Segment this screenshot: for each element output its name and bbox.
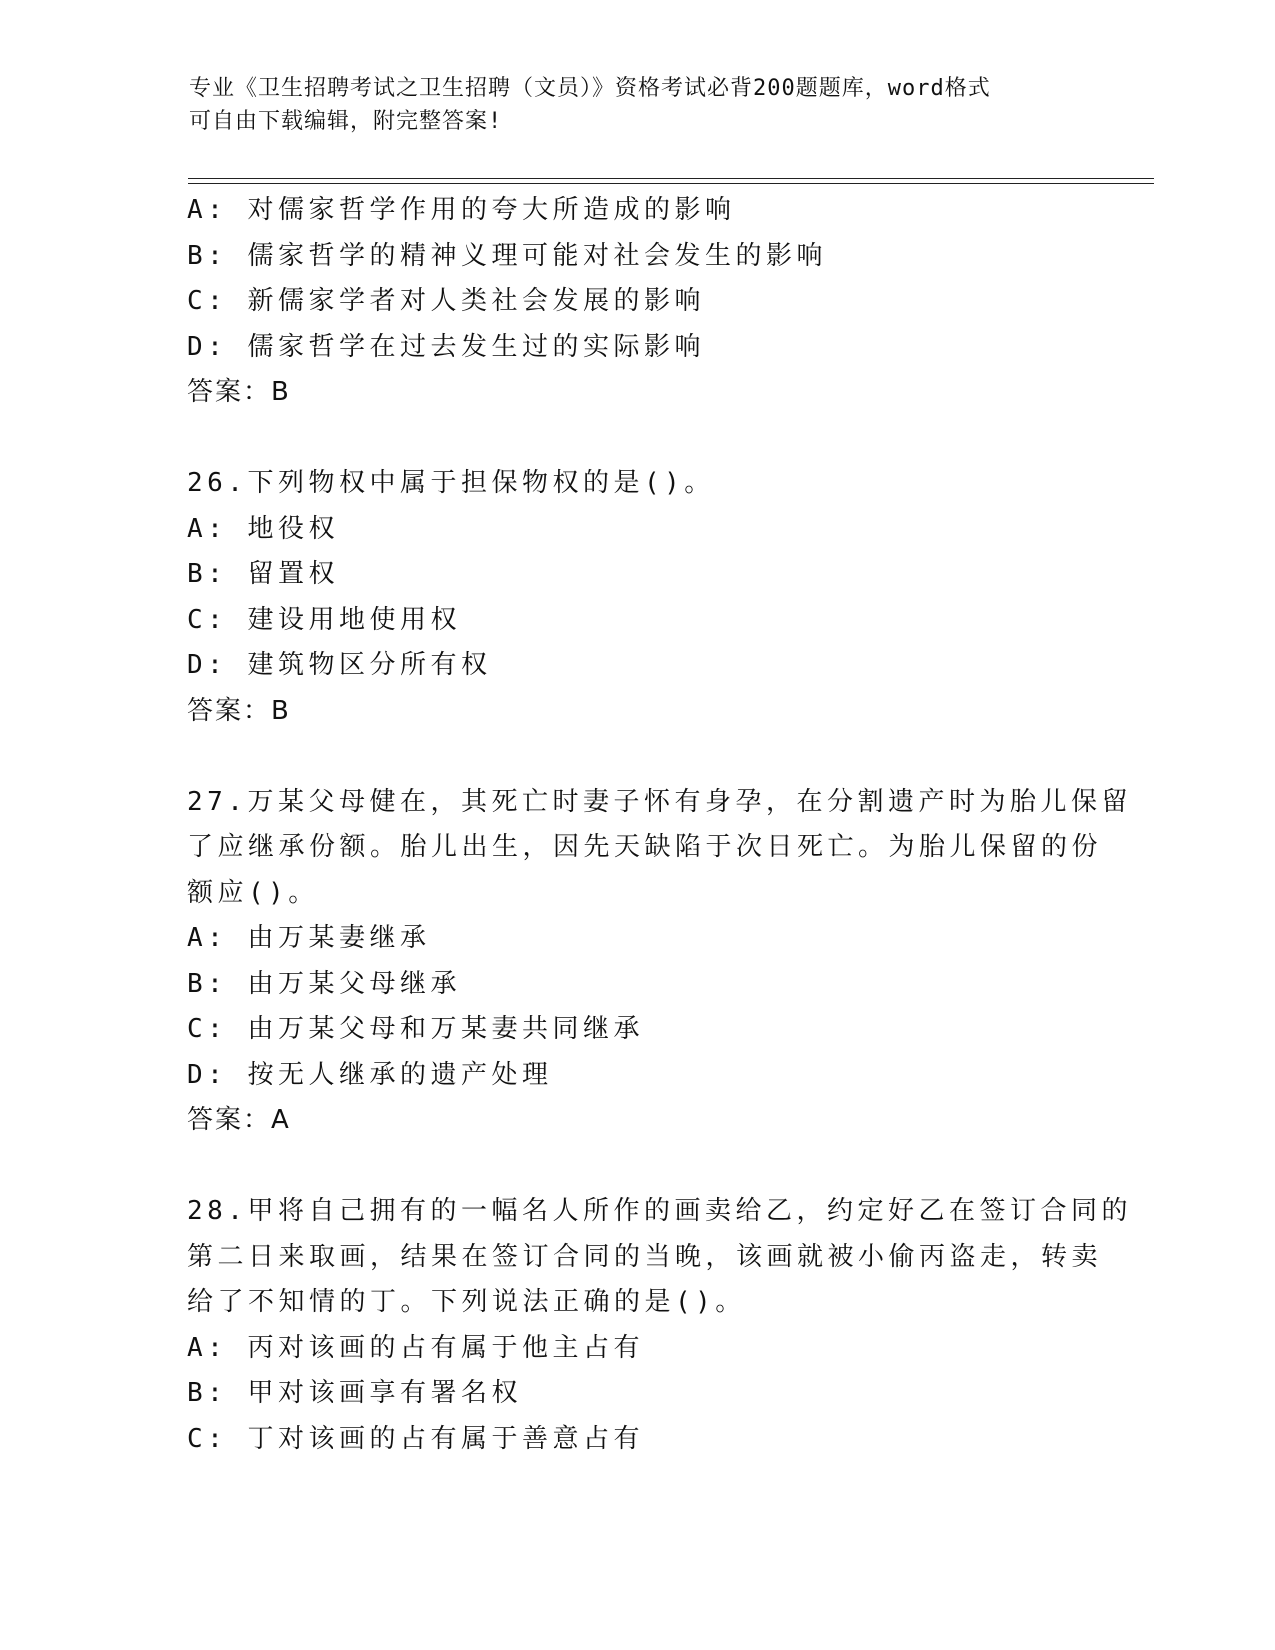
- option-a: A: 对儒家哲学作用的夸大所造成的影响: [187, 195, 736, 225]
- spacer: [187, 416, 1087, 462]
- answer: 答案：A: [187, 1105, 291, 1135]
- question-stem: 28.甲将自己拥有的一幅名人所作的画卖给乙，约定好乙在签订合同的: [187, 1196, 1132, 1226]
- question-content: [187, 188, 1132, 1462]
- option-c: C: 新儒家学者对人类社会发展的影响: [187, 286, 705, 316]
- option-d: D: 按无人继承的遗产处理: [187, 1059, 553, 1090]
- question-stem: 27.万某父母健在，其死亡时妻子怀有身孕，在分割遗产时为胎儿保留: [187, 786, 1132, 817]
- question-25-continued: [187, 188, 1087, 416]
- option-d: D: 建筑物区分所有权: [187, 650, 492, 680]
- question-26: [187, 461, 1087, 734]
- spacer: [187, 734, 1087, 780]
- header-line-2: 可自由下载编辑，附完整答案!: [189, 109, 503, 134]
- question-27: [187, 780, 1132, 1144]
- header-rule-top: [188, 178, 1154, 179]
- option-b: B: 甲对该画享有署名权: [187, 1378, 522, 1408]
- header-rule-bottom: [188, 183, 1154, 184]
- question-28: [187, 1189, 1132, 1462]
- option-b: B: 由万某父母继承: [187, 968, 461, 999]
- question-stem: 额应()。: [187, 877, 319, 908]
- spacer: [187, 1144, 1087, 1190]
- option-a: A: 由万某妻继承: [187, 923, 431, 953]
- option-c: C: 建设用地使用权: [187, 604, 461, 635]
- option-c: C: 丁对该画的占有属于善意占有: [187, 1423, 644, 1454]
- page-header: [189, 72, 1069, 138]
- question-stem: 第二日来取画，结果在签订合同的当晚，该画就被小偷丙盗走，转卖: [187, 1241, 1103, 1272]
- option-b: B: 留置权: [187, 559, 339, 589]
- question-stem: 了应继承份额。胎儿出生，因先天缺陷于次日死亡。为胎儿保留的份: [187, 832, 1103, 862]
- option-d: D: 儒家哲学在过去发生过的实际影响: [187, 331, 705, 362]
- answer: 答案：B: [187, 377, 291, 407]
- option-c: C: 由万某父母和万某妻共同继承: [187, 1014, 644, 1044]
- option-a: A: 丙对该画的占有属于他主占有: [187, 1332, 644, 1363]
- question-stem: 26.下列物权中属于担保物权的是()。: [187, 468, 715, 498]
- option-a: A: 地役权: [187, 513, 339, 544]
- question-stem: 给了不知情的丁。下列说法正确的是()。: [187, 1287, 746, 1317]
- header-line-1: 专业《卫生招聘考试之卫生招聘（文员）》资格考试必背200题题库，word格式: [189, 76, 991, 101]
- option-b: B: 儒家哲学的精神义理可能对社会发生的影响: [187, 240, 827, 271]
- answer: 答案：B: [187, 695, 291, 726]
